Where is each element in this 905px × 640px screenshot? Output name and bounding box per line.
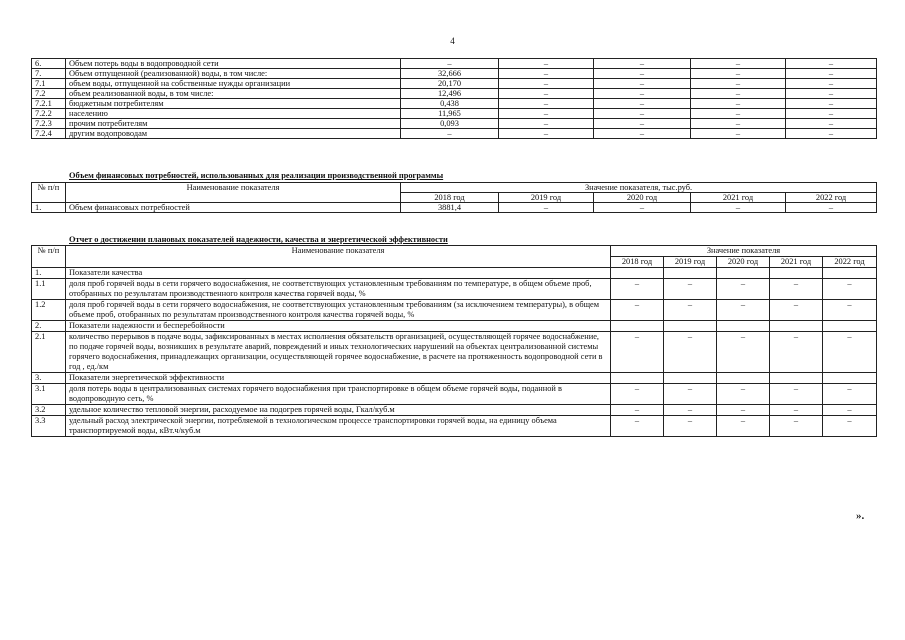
value-cell: –	[770, 405, 823, 416]
row-name: объем воды, отпущенной на собственные нужды организации	[66, 79, 401, 89]
year-header: 2018 год	[401, 193, 499, 203]
row-number: 7.1	[32, 79, 66, 89]
empty-cell	[823, 268, 877, 279]
value-cell: –	[823, 300, 877, 321]
row-number: 1.2	[32, 300, 66, 321]
year-header: 2021 год	[770, 257, 823, 268]
section-row	[32, 373, 877, 384]
value-cell: –	[499, 59, 594, 69]
row-number: 7.2	[32, 89, 66, 99]
value-cell: –	[594, 69, 691, 79]
value-cell: –	[611, 300, 664, 321]
value-cell: 20,170	[401, 79, 499, 89]
row-name: удельный расход электрической энергии, потребляемой в технологическом процессе транспортировки горячей воды, на единицу объема транспортируемой воды, кВт.ч/куб.м	[66, 416, 611, 437]
year-header: 2021 год	[691, 193, 786, 203]
row-name: бюджетным потребителям	[66, 99, 401, 109]
value-cell: –	[691, 69, 786, 79]
value-cell: –	[786, 109, 877, 119]
year-header: 2020 год	[594, 193, 691, 203]
row-name: населению	[66, 109, 401, 119]
indicators-table	[31, 245, 877, 437]
row-number: 2.1	[32, 332, 66, 373]
value-cell: –	[664, 332, 717, 373]
value-cell: 3881,4	[401, 203, 499, 213]
value-cell: –	[401, 129, 499, 139]
value-cell: –	[499, 203, 594, 213]
value-cell: 0,438	[401, 99, 499, 109]
value-cell: –	[717, 384, 770, 405]
section3-title: Отчет о достижении плановых показателей надежности, качества и энергетической эффективности	[69, 235, 448, 244]
value-cell: –	[717, 300, 770, 321]
value-cell: –	[401, 59, 499, 69]
row-name: доля проб горячей воды в сети горячего водоснабжения, не соответствующих установленным требованиям по температуре, в общем объеме проб, отобранных по результатам производственного контроля качества горячей воды, %	[66, 279, 611, 300]
row-name: Объем отпущенной (реализованной) воды, в том числе:	[66, 69, 401, 79]
row-name: количество перерывов в подаче воды, зафиксированных в местах исполнения обязательств организацией, осуществляющей горячее водоснабжение, по подаче горячей воды, возникших в результате аварий, повреждений и иных технологических нарушений на объектах централизованной системы горячего водоснабжения, принадлежащих организации, осуществляющей горячее водоснабжение, в расчете на протяженность водопроводной сети в год , ед./км	[66, 332, 611, 373]
value-cell: –	[611, 279, 664, 300]
value-cell: –	[594, 59, 691, 69]
row-name: Объем потерь воды в водопроводной сети	[66, 59, 401, 69]
row-number: 1.1	[32, 279, 66, 300]
table-row	[32, 416, 877, 437]
value-cell: –	[786, 69, 877, 79]
value-cell: –	[770, 332, 823, 373]
year-header: 2022 год	[786, 193, 877, 203]
value-cell: –	[691, 109, 786, 119]
value-cell: –	[499, 69, 594, 79]
value-cell: –	[594, 109, 691, 119]
value-cell: –	[786, 99, 877, 109]
value-cell: –	[594, 99, 691, 109]
empty-cell	[770, 373, 823, 384]
value-cell: –	[664, 279, 717, 300]
header-num: № п/п	[32, 183, 66, 203]
row-name: доля потерь воды в централизованных системах горячего водоснабжения при транспортировке в общем объеме горячей воды, поданной в водопроводную сеть, %	[66, 384, 611, 405]
empty-cell	[717, 268, 770, 279]
section-row	[32, 321, 877, 332]
header-value: Значение показателя	[611, 246, 877, 257]
value-cell: –	[691, 79, 786, 89]
value-cell: –	[786, 79, 877, 89]
header-value: Значение показателя, тыс.руб.	[401, 183, 877, 193]
table-row	[32, 119, 877, 129]
empty-cell	[611, 268, 664, 279]
value-cell: –	[717, 279, 770, 300]
value-cell: –	[664, 384, 717, 405]
row-number: 1.	[32, 203, 66, 213]
value-cell: –	[611, 405, 664, 416]
table-row	[32, 109, 877, 119]
year-header: 2019 год	[499, 193, 594, 203]
value-cell: –	[717, 332, 770, 373]
table-row	[32, 99, 877, 109]
closing-quote: ».	[856, 510, 865, 522]
year-header: 2022 год	[823, 257, 877, 268]
value-cell: 0,093	[401, 119, 499, 129]
empty-cell	[611, 373, 664, 384]
value-cell: –	[594, 119, 691, 129]
value-cell: –	[786, 59, 877, 69]
empty-cell	[823, 373, 877, 384]
row-number: 3.1	[32, 384, 66, 405]
empty-cell	[664, 268, 717, 279]
row-number: 7.	[32, 69, 66, 79]
row-name: Показатели энергетической эффективности	[66, 373, 611, 384]
section-row	[32, 268, 877, 279]
value-cell: –	[499, 109, 594, 119]
value-cell: –	[691, 99, 786, 109]
value-cell: –	[823, 332, 877, 373]
value-cell: –	[823, 279, 877, 300]
empty-cell	[770, 321, 823, 332]
row-name: другим водопроводам	[66, 129, 401, 139]
value-cell: –	[717, 405, 770, 416]
table-row	[32, 203, 877, 213]
page-number: 4	[450, 36, 455, 46]
row-name: Показатели надежности и бесперебойности	[66, 321, 611, 332]
value-cell: –	[770, 300, 823, 321]
value-cell: –	[594, 129, 691, 139]
value-cell: –	[594, 89, 691, 99]
value-cell: 32,666	[401, 69, 499, 79]
table-row	[32, 405, 877, 416]
table-row	[32, 129, 877, 139]
table-row	[32, 69, 877, 79]
value-cell: –	[664, 300, 717, 321]
table-row	[32, 300, 877, 321]
value-cell: –	[594, 203, 691, 213]
value-cell: –	[499, 119, 594, 129]
empty-cell	[770, 268, 823, 279]
table-row	[32, 279, 877, 300]
row-name: прочим потребителям	[66, 119, 401, 129]
table-row	[32, 89, 877, 99]
value-cell: 11,965	[401, 109, 499, 119]
table-row	[32, 59, 877, 69]
value-cell: –	[664, 405, 717, 416]
value-cell: –	[786, 203, 877, 213]
value-cell: –	[770, 416, 823, 437]
value-cell: –	[611, 384, 664, 405]
value-cell: –	[611, 332, 664, 373]
value-cell: –	[770, 279, 823, 300]
row-name: Показатели качества	[66, 268, 611, 279]
row-number: 7.2.2	[32, 109, 66, 119]
value-cell: –	[786, 119, 877, 129]
value-cell: –	[717, 416, 770, 437]
row-number: 3.3	[32, 416, 66, 437]
value-cell: –	[786, 129, 877, 139]
header-num: № п/п	[32, 246, 66, 268]
row-number: 1.	[32, 268, 66, 279]
table-row	[32, 332, 877, 373]
value-cell: –	[823, 384, 877, 405]
row-number: 3.	[32, 373, 66, 384]
row-number: 7.2.3	[32, 119, 66, 129]
value-cell: –	[691, 119, 786, 129]
empty-cell	[717, 373, 770, 384]
year-header: 2019 год	[664, 257, 717, 268]
value-cell: –	[499, 99, 594, 109]
row-number: 2.	[32, 321, 66, 332]
value-cell: –	[691, 59, 786, 69]
row-number: 7.2.4	[32, 129, 66, 139]
year-header: 2020 год	[717, 257, 770, 268]
header-name: Наименование показателя	[66, 246, 611, 268]
value-cell: –	[691, 129, 786, 139]
value-cell: –	[664, 416, 717, 437]
value-cell: –	[691, 203, 786, 213]
value-cell: –	[770, 384, 823, 405]
row-name: доля проб горячей воды в сети горячего водоснабжения, не соответствующих установленным требованиям (за исключением температуры), в общем объеме проб, отобранных по результатам производственного контроля качества горячей воды, %	[66, 300, 611, 321]
value-cell: –	[499, 129, 594, 139]
value-cell: 12,496	[401, 89, 499, 99]
year-header: 2018 год	[611, 257, 664, 268]
row-number: 3.2	[32, 405, 66, 416]
row-name: Объем финансовых потребностей	[66, 203, 401, 213]
value-cell: –	[594, 79, 691, 89]
empty-cell	[664, 373, 717, 384]
row-number: 7.2.1	[32, 99, 66, 109]
water-volume-table	[31, 58, 877, 139]
empty-cell	[717, 321, 770, 332]
value-cell: –	[823, 416, 877, 437]
header-name: Наименование показателя	[66, 183, 401, 203]
row-name: объем реализованной воды, в том числе:	[66, 89, 401, 99]
financial-needs-table	[31, 182, 877, 213]
section2-title: Объем финансовых потребностей, использованных для реализации производственной программы	[69, 171, 444, 180]
value-cell: –	[691, 89, 786, 99]
value-cell: –	[499, 89, 594, 99]
value-cell: –	[499, 79, 594, 89]
empty-cell	[823, 321, 877, 332]
table-row	[32, 384, 877, 405]
row-number: 6.	[32, 59, 66, 69]
table-row	[32, 79, 877, 89]
value-cell: –	[786, 89, 877, 99]
empty-cell	[664, 321, 717, 332]
empty-cell	[611, 321, 664, 332]
value-cell: –	[823, 405, 877, 416]
row-name: удельное количество тепловой энергии, расходуемое на подогрев горячей воды, Гкал/куб.м	[66, 405, 611, 416]
value-cell: –	[611, 416, 664, 437]
